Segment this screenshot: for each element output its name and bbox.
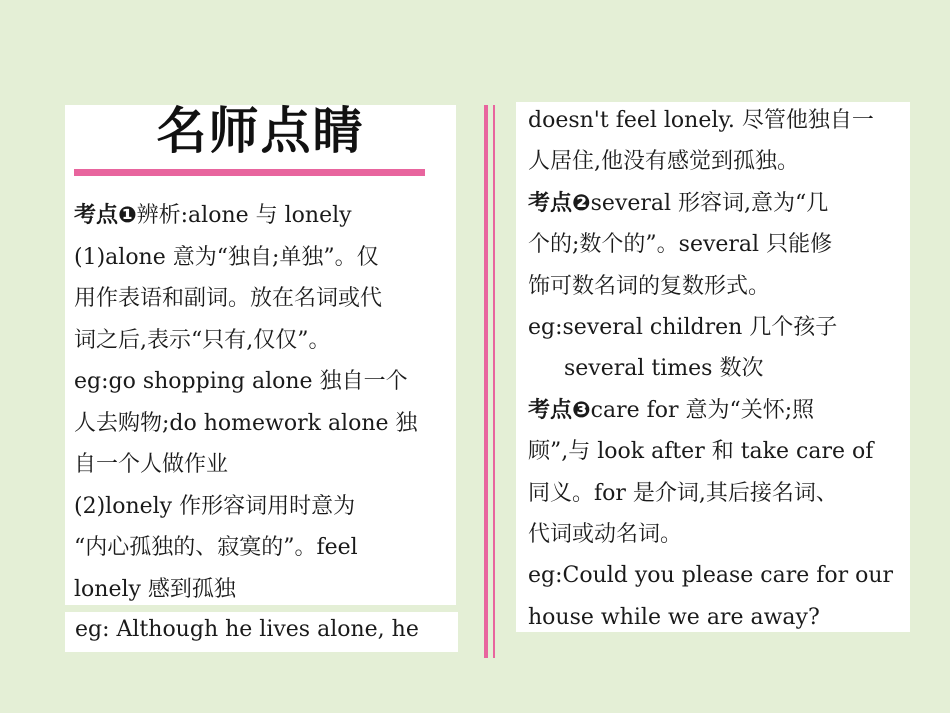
line-text: 同义。for 是介词,其后接名词、 — [528, 480, 838, 506]
line-text: eg:Could you please care for our — [528, 563, 894, 589]
text-line — [528, 348, 893, 389]
text-line — [528, 266, 893, 307]
left-continuation-strip — [65, 612, 458, 652]
text-line — [74, 403, 418, 445]
line-text: 顾”,与 look after 和 take care of — [528, 439, 874, 465]
column-divider-thick — [484, 105, 488, 658]
key-point-label: 考点❶ — [74, 203, 137, 228]
text-line — [528, 183, 893, 224]
line-text: several times 数次 — [564, 356, 764, 382]
text-line — [74, 320, 418, 362]
key-point-label: 考点❷ — [528, 190, 591, 216]
strip-text: eg: Although he lives alone, he — [75, 617, 419, 642]
line-text: house while we are away? — [528, 604, 820, 630]
text-line — [528, 307, 893, 348]
text-line — [528, 390, 893, 431]
text-line — [528, 431, 893, 472]
line-text: (1)alone 意为“独自;单独”。仅 — [74, 244, 379, 270]
line-text: 自一个人做作业 — [74, 452, 229, 477]
line-text: eg:several children 几个孩子 — [528, 314, 838, 340]
right-text-block — [528, 100, 893, 638]
line-text: 用作表语和副词。放在名词或代 — [74, 286, 383, 311]
line-text: care for 意为“关怀;照 — [590, 397, 815, 423]
text-line — [528, 100, 893, 141]
text-line — [74, 278, 418, 320]
text-line — [528, 141, 893, 182]
line-text: “内心孤独的、寂寞的”。feel — [74, 535, 358, 560]
column-divider-thin — [493, 105, 495, 658]
text-line — [74, 195, 418, 237]
line-text: 辨析:alone 与 lonely — [136, 203, 352, 228]
line-text: 个的;数个的”。several 只能修 — [528, 232, 833, 258]
line-text: 人去购物;do homework alone 独 — [74, 410, 418, 436]
text-line — [74, 527, 418, 569]
line-text: doesn't feel lonely. 尽管他独自一 — [528, 108, 874, 133]
text-line — [74, 444, 418, 486]
text-line — [74, 237, 418, 279]
title-underline — [74, 169, 425, 176]
text-line — [528, 473, 893, 514]
left-note-panel — [65, 102, 456, 605]
key-point-label: 考点❸ — [528, 397, 591, 423]
text-line — [528, 514, 893, 555]
line-text: (2)lonely 作形容词用时意为 — [74, 493, 356, 519]
text-line — [74, 569, 418, 611]
line-text: 词之后,表示“只有,仅仅”。 — [74, 327, 331, 353]
text-line — [74, 486, 418, 528]
line-text: 人居住,他没有感觉到孤独。 — [528, 149, 799, 175]
section-title: 名师点睛 — [156, 102, 365, 160]
line-text: 饰可数名词的复数形式。 — [528, 273, 771, 299]
left-text-block — [74, 195, 418, 610]
line-text: eg:go shopping alone 独自一个 — [74, 369, 408, 394]
line-text: lonely 感到孤独 — [74, 576, 236, 602]
text-line — [528, 597, 893, 638]
line-text: 代词或动名词。 — [528, 521, 683, 547]
text-line — [528, 555, 893, 596]
line-text: several 形容词,意为“几 — [590, 190, 829, 216]
text-line — [74, 361, 418, 403]
right-note-panel — [516, 102, 910, 632]
text-line — [528, 224, 893, 265]
